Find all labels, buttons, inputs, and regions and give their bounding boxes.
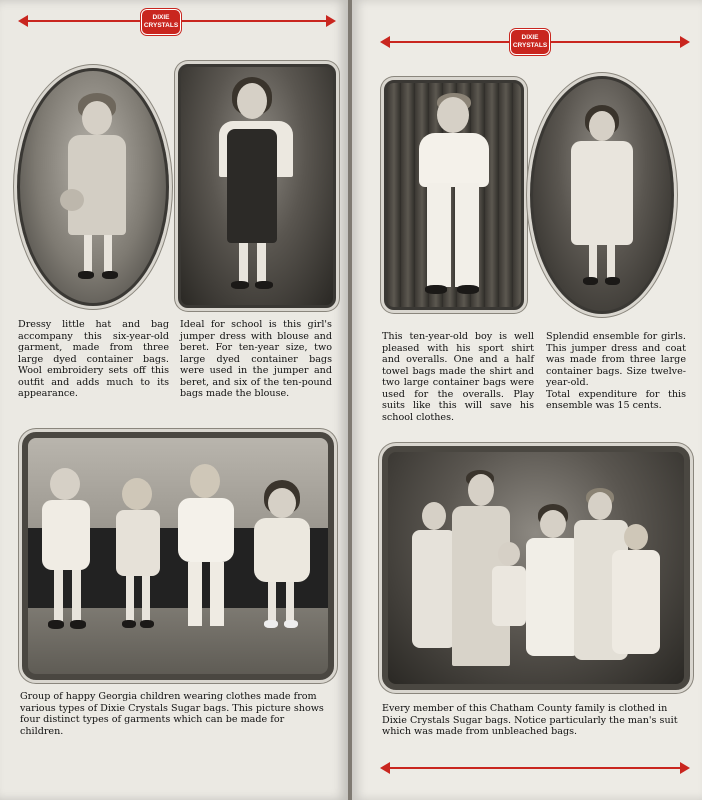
- dixie-crystals-logo-right: DIXIE CRYSTALS: [510, 29, 550, 55]
- photo-family: [382, 446, 690, 690]
- caption-girl-jumper: Ideal for school is this girl's jumper dress with blouse and beret. For ten-year size, two large dyed container bags were used in the jumper and beret, and six of the ten-pound bags made the blouse.: [180, 319, 332, 399]
- caption-girl-hat-bag: Dressy little hat and bag accompany this six-year-old garment, made from three large dyed container bags. Wool embroidery sets off this outfit and adds much to its appearance.: [18, 319, 169, 399]
- bottom-rule-right: [380, 762, 690, 774]
- caption-girl-coat-text: Splendid ensemble for girls. This jumper dress and coat was made from three large container bags. Size twelve-year-old.: [546, 331, 686, 388]
- caption-girl-coat: [546, 331, 686, 412]
- caption-boy-overalls: This ten-year-old boy is well pleased with his sport shirt and overalls. One and a half towel bags made the shirt and two large container bags were used for the overalls. Play suits like this will save his school clothes.: [382, 331, 534, 423]
- photo-girl-jumper: [178, 64, 336, 308]
- caption-girl-coat-cost: Total expenditure for this ensemble was 15 cents.: [546, 388, 686, 411]
- right-page: [352, 0, 702, 800]
- photo-girl-coat: [530, 76, 674, 314]
- photo-girl-hat-bag: [17, 68, 169, 306]
- photo-four-children: [22, 432, 334, 680]
- photo-boy-overalls: [384, 80, 524, 310]
- caption-four-children: Group of happy Georgia children wearing clothes made from various types of Dixie Crystals Sugar bags. This picture shows four distinct types of garments which can be made for children.: [20, 691, 324, 737]
- caption-family: Every member of this Chatham County family is clothed in Dixie Crystals Sugar bags. Notice particularly the man's suit which was made from unbleached bags.: [382, 703, 678, 737]
- dixie-crystals-logo: DIXIE CRYSTALS: [141, 9, 181, 35]
- left-page: [0, 0, 348, 800]
